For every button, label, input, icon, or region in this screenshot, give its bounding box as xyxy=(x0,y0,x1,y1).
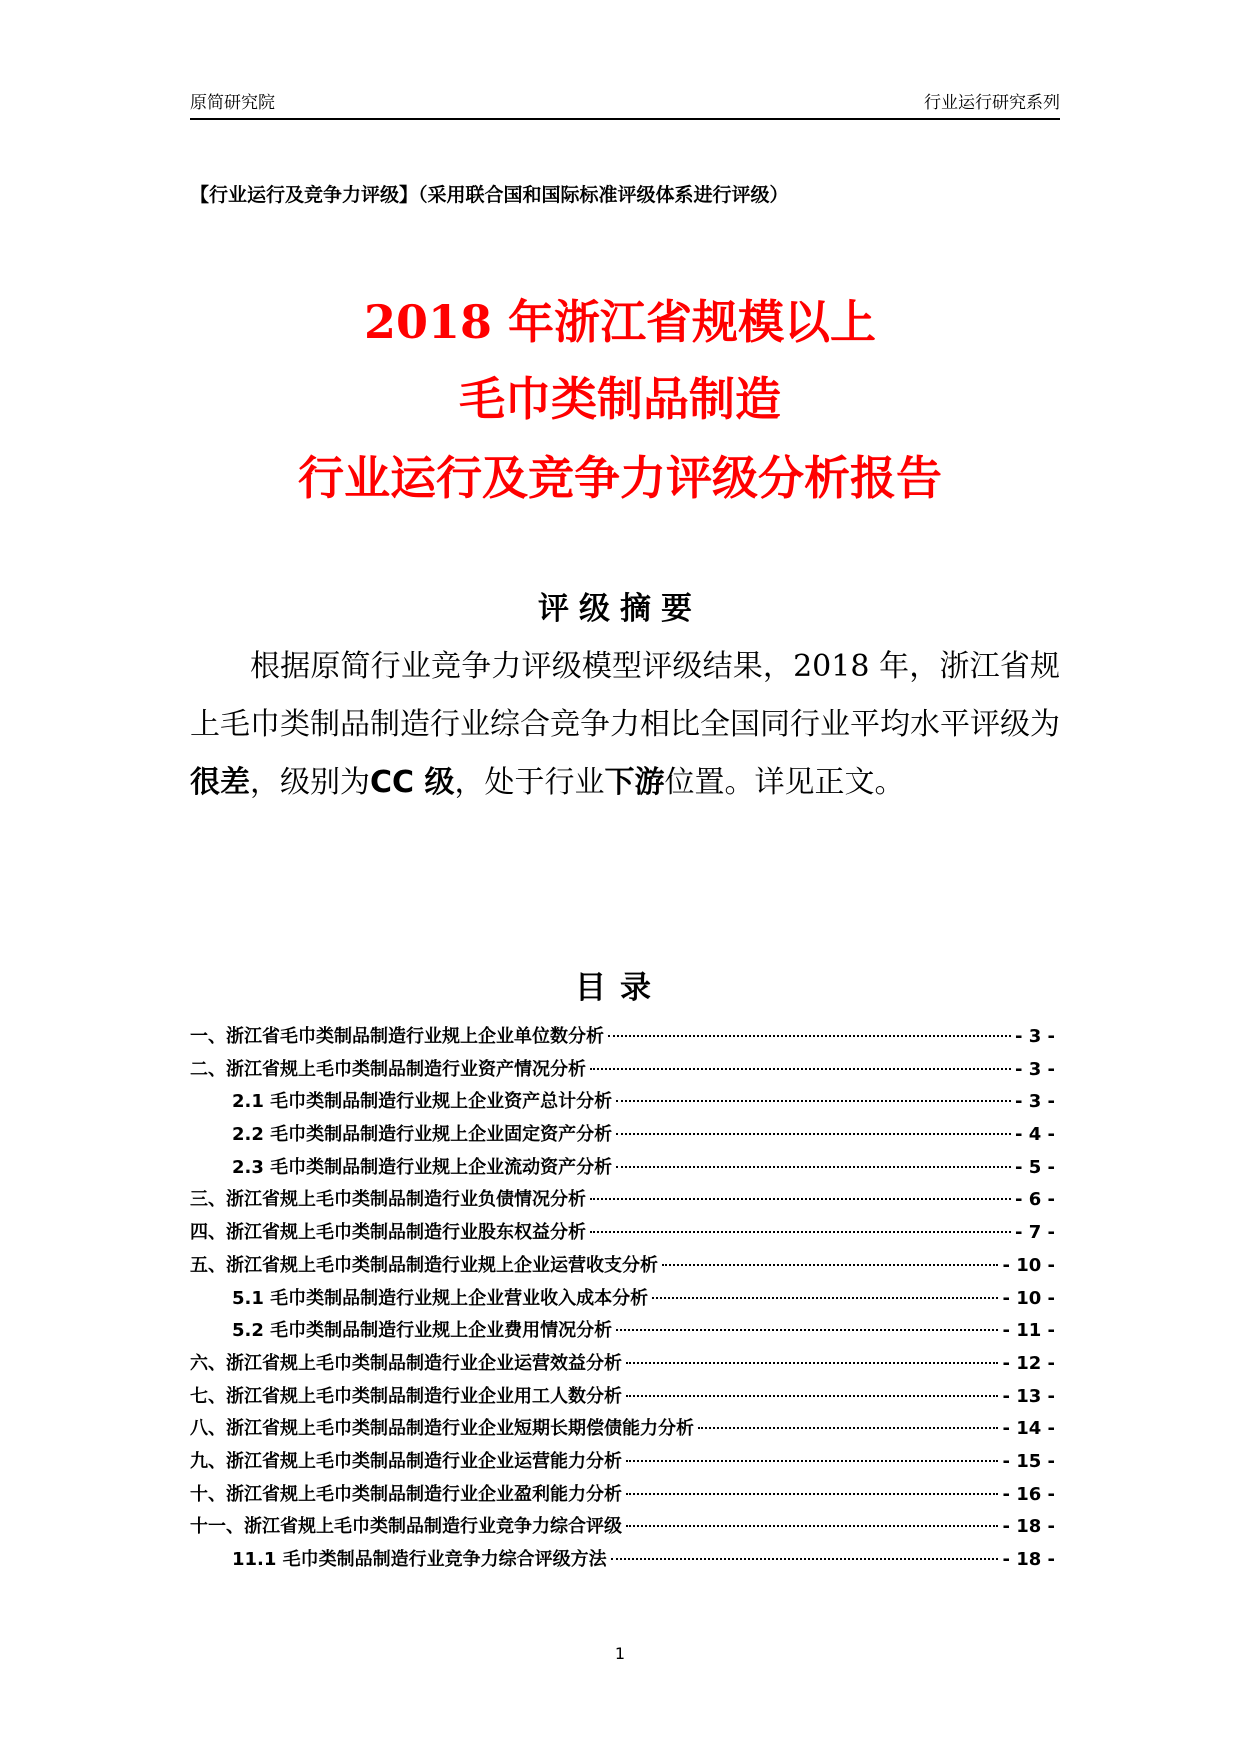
toc-entry-page: - 7 - xyxy=(1015,1222,1055,1244)
toc-entry-page: - 5 - xyxy=(1015,1156,1055,1178)
toc-leader xyxy=(616,1100,1011,1102)
toc-leader xyxy=(698,1427,998,1429)
toc-entry-label: 二、浙江省规上毛巾类制品制造行业资产情况分析 xyxy=(190,1058,586,1080)
toc-entry-page: - 6 - xyxy=(1015,1189,1055,1211)
toc-entry[interactable] xyxy=(190,1185,1055,1218)
toc-entry-page: - 10 - xyxy=(1002,1287,1055,1309)
toc-entry-label: 四、浙江省规上毛巾类制品制造行业股东权益分析 xyxy=(190,1222,586,1244)
toc-leader xyxy=(626,1525,998,1527)
toc-leader xyxy=(611,1558,999,1560)
summary-text-4: 位置。详见正文。 xyxy=(664,765,905,800)
toc-entry-label: 十、浙江省规上毛巾类制品制造行业企业盈利能力分析 xyxy=(190,1483,622,1505)
toc-entry-page: - 16 - xyxy=(1002,1483,1055,1505)
toc-entry[interactable] xyxy=(190,1480,1055,1513)
toc-entry-label: 5.2 毛巾类制品制造行业规上企业费用情况分析 xyxy=(232,1320,613,1342)
report-title-line-2: 毛巾类制品制造 xyxy=(459,372,781,426)
toc-entry-page: - 3 - xyxy=(1015,1058,1055,1080)
category-line: 【行业运行及竞争力评级】（采用联合国和国际标准评级体系进行评级） xyxy=(190,184,789,206)
toc-entry-page: - 4 - xyxy=(1015,1124,1055,1146)
toc-entry-label: 八、浙江省规上毛巾类制品制造行业企业短期长期偿债能力分析 xyxy=(190,1418,694,1440)
toc-leader xyxy=(626,1460,998,1462)
toc-entry[interactable] xyxy=(190,1349,1055,1382)
toc-entry-page: - 14 - xyxy=(1002,1418,1055,1440)
toc-entry-page: - 18 - xyxy=(1002,1516,1055,1538)
header-series: 行业运行研究系列 xyxy=(924,93,1060,113)
toc-subentry[interactable] xyxy=(190,1153,1055,1186)
toc-entry-page: - 11 - xyxy=(1002,1320,1055,1342)
summary-text-3: ，处于行业 xyxy=(454,765,605,800)
page-number: 1 xyxy=(614,1644,626,1663)
summary-heading: 评级摘要 xyxy=(538,591,702,627)
toc-leader xyxy=(608,1035,1011,1037)
toc-entry-page: - 15 - xyxy=(1002,1450,1055,1472)
toc-entry-label: 2.3 毛巾类制品制造行业规上企业流动资产分析 xyxy=(232,1156,613,1178)
toc-entry-page: - 13 - xyxy=(1002,1385,1055,1407)
toc-entry-page: - 3 - xyxy=(1015,1091,1055,1113)
toc-leader xyxy=(616,1329,998,1331)
toc-entry-label: 11.1 毛巾类制品制造行业竞争力综合评级方法 xyxy=(232,1549,607,1570)
page-header xyxy=(190,88,1060,120)
toc-entry-label: 五、浙江省规上毛巾类制品制造行业规上企业运营收支分析 xyxy=(190,1254,658,1276)
toc-entry-page: - 12 - xyxy=(1002,1352,1055,1374)
summary-position: 下游 xyxy=(604,765,665,800)
summary-rating: 很差 xyxy=(190,765,250,800)
toc-entry-label: 2.2 毛巾类制品制造行业规上企业固定资产分析 xyxy=(232,1124,613,1146)
report-title-line-3: 行业运行及竞争力评级分析报告 xyxy=(298,451,942,505)
toc-subentry[interactable] xyxy=(190,1545,1055,1578)
toc-entry-label: 九、浙江省规上毛巾类制品制造行业企业运营能力分析 xyxy=(190,1450,622,1472)
toc-entry[interactable] xyxy=(190,1218,1055,1251)
toc-entry-label: 十一、浙江省规上毛巾类制品制造行业竞争力综合评级 xyxy=(190,1516,622,1538)
toc-entry[interactable] xyxy=(190,1022,1055,1055)
table-of-contents xyxy=(190,1022,1055,1578)
toc-entry-label: 七、浙江省规上毛巾类制品制造行业企业用工人数分析 xyxy=(190,1385,622,1407)
toc-entry-label: 一、浙江省毛巾类制品制造行业规上企业单位数分析 xyxy=(190,1026,604,1047)
summary-text-2: ，级别为 xyxy=(250,765,370,800)
report-title-line-1: 2018 年浙江省规模以上 xyxy=(363,295,877,349)
toc-leader xyxy=(590,1198,1011,1200)
toc-heading: 目录 xyxy=(575,970,665,1006)
toc-leader xyxy=(662,1264,998,1266)
toc-entry[interactable] xyxy=(190,1512,1055,1545)
toc-entry-page: - 18 - xyxy=(1002,1549,1055,1570)
toc-entry-label: 5.1 毛巾类制品制造行业规上企业营业收入成本分析 xyxy=(232,1287,649,1309)
toc-entry-label: 2.1 毛巾类制品制造行业规上企业资产总计分析 xyxy=(232,1091,613,1113)
header-institute: 原简研究院 xyxy=(190,93,275,113)
toc-entry-page: - 10 - xyxy=(1002,1254,1055,1276)
toc-leader xyxy=(626,1395,998,1397)
toc-subentry[interactable] xyxy=(190,1316,1055,1349)
toc-entry[interactable] xyxy=(190,1251,1055,1284)
toc-entry-page: - 3 - xyxy=(1015,1026,1055,1047)
toc-entry[interactable] xyxy=(190,1382,1055,1415)
summary-text-1: 根据原简行业竞争力评级模型评级结果，2018 年，浙江省规上毛巾类制品制造行业综合竞争力相比全国同行业平均水平评级为 xyxy=(190,649,1060,742)
toc-entry[interactable] xyxy=(190,1447,1055,1480)
toc-subentry[interactable] xyxy=(190,1284,1055,1317)
summary-paragraph xyxy=(190,638,1060,812)
toc-subentry[interactable] xyxy=(190,1087,1055,1120)
toc-leader xyxy=(590,1068,1011,1070)
toc-leader xyxy=(626,1362,998,1364)
toc-entry-label: 三、浙江省规上毛巾类制品制造行业负债情况分析 xyxy=(190,1189,586,1211)
summary-grade: CC 级 xyxy=(370,765,455,800)
toc-entry-label: 六、浙江省规上毛巾类制品制造行业企业运营效益分析 xyxy=(190,1352,622,1374)
toc-leader xyxy=(626,1493,998,1495)
toc-leader xyxy=(616,1166,1011,1168)
toc-leader xyxy=(616,1133,1011,1135)
toc-entry[interactable] xyxy=(190,1055,1055,1088)
toc-entry[interactable] xyxy=(190,1414,1055,1447)
toc-subentry[interactable] xyxy=(190,1120,1055,1153)
toc-leader xyxy=(590,1231,1011,1233)
toc-leader xyxy=(652,1297,998,1299)
